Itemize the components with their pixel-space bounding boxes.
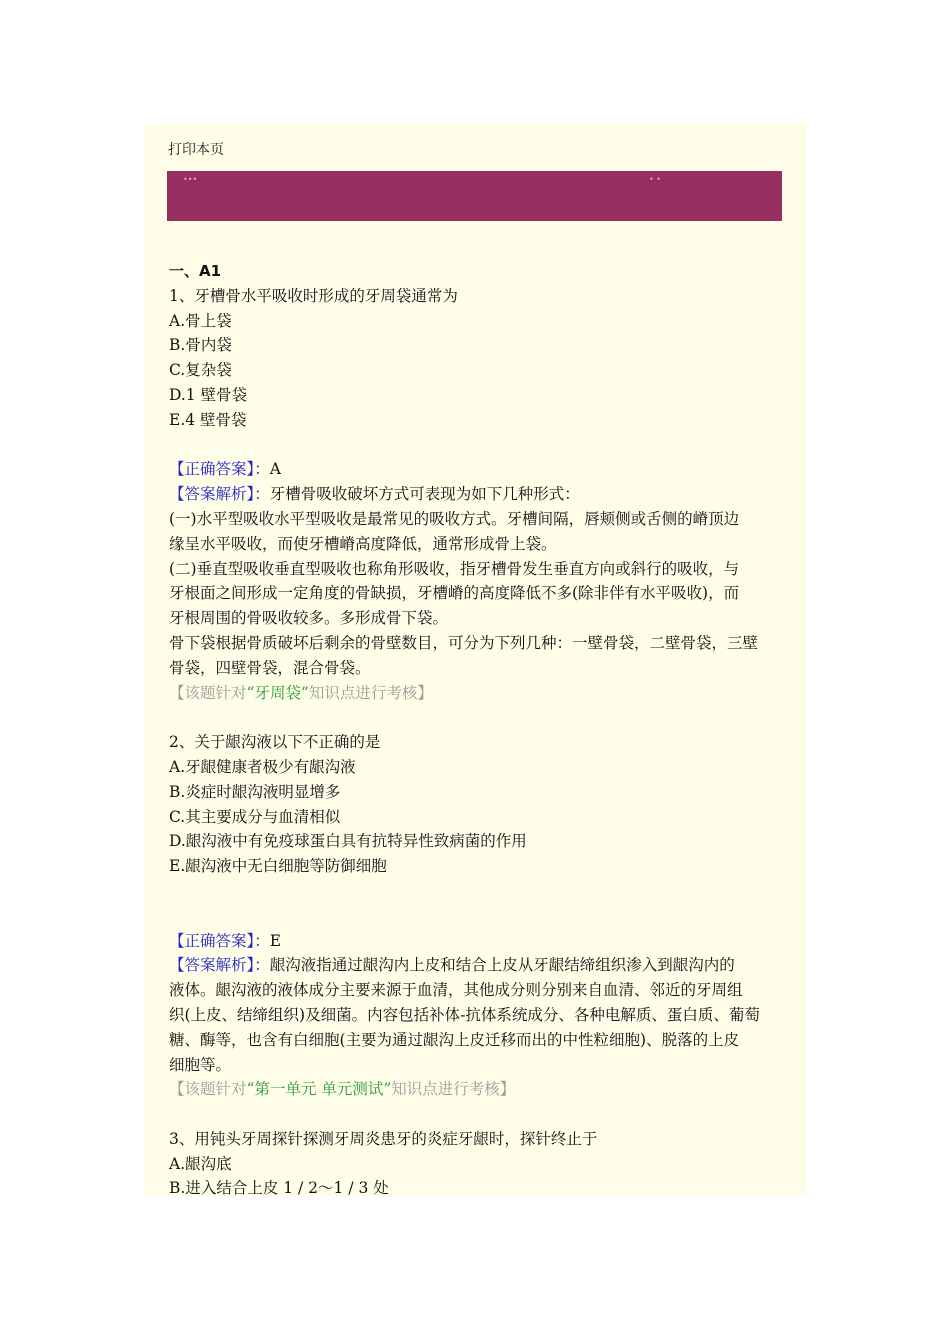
question-2 — [169, 730, 785, 1127]
option-d: D.1 壁骨袋 — [169, 385, 248, 404]
option-e: E.龈沟液中无白细胞等防御细胞 — [169, 857, 387, 876]
analysis-line — [169, 482, 785, 507]
analysis-text: 骨袋，四壁骨袋，混合骨袋。 — [169, 658, 371, 677]
banner-mark-left: ••• — [183, 175, 198, 184]
topic-tag — [169, 1077, 785, 1102]
answer-label: 【正确答案】： — [169, 931, 270, 950]
option-c: C.其主要成分与血清相似 — [169, 807, 341, 826]
analysis-text: 牙根周围的骨吸收较多。多形成骨下袋。 — [169, 609, 449, 628]
answer-label: 【正确答案】： — [169, 460, 270, 479]
analysis-text: 糖、酶等，也含有白细胞(主要为通过龈沟上皮迁移而出的中性粒细胞)、脱落的上皮 — [169, 1030, 740, 1049]
question-3 — [169, 1127, 785, 1201]
option-c: C.复杂袋 — [169, 361, 232, 380]
question-stem: 3、用钝头牙周探针探测牙周炎患牙的炎症牙龈时，探针终止于 — [169, 1129, 598, 1148]
header-banner — [167, 171, 782, 221]
banner-mark-right: • • — [649, 175, 661, 184]
option-a: A.牙龈健康者极少有龈沟液 — [169, 757, 356, 776]
topic-tag — [169, 681, 785, 706]
tag-suffix: 知识点进行考核】 — [308, 683, 433, 702]
option-b: B.进入结合上皮 1 / 2～1 / 3 处 — [169, 1179, 389, 1198]
question-stem: 2、关于龈沟液以下不正确的是 — [169, 733, 381, 752]
tag-topic: “牙周袋” — [246, 683, 309, 702]
analysis-text: 细胞等。 — [169, 1055, 232, 1074]
analysis-text: 龈沟液指通过龈沟内上皮和结合上皮从牙龈结缔组织渗入到龈沟内的 — [269, 956, 735, 975]
answer-value: E — [269, 931, 282, 950]
option-b: B.骨内袋 — [169, 336, 232, 355]
option-a: A.骨上袋 — [169, 311, 232, 330]
analysis-text: 牙槽骨吸收破坏方式可表现为如下几种形式： — [269, 485, 580, 504]
print-page-link[interactable]: 打印本页 — [168, 142, 224, 158]
answer-line — [169, 457, 785, 482]
analysis-text: 织(上皮、结缔组织)及细菌。内容包括补体-抗体系统成分、各种电解质、蛋白质、葡萄 — [169, 1005, 760, 1024]
analysis-text: 牙根面之间形成一定角度的骨缺损，牙槽嵴的高度降低不多(除非伴有水平吸收)，而 — [169, 584, 740, 603]
analysis-text: (二)垂直型吸收垂直型吸收也称角形吸收，指牙槽骨发生垂直方向或斜行的吸收，与 — [169, 559, 740, 578]
tag-topic: “第一单元 单元测试” — [246, 1080, 392, 1099]
tag-prefix: 【该题针对 — [169, 683, 247, 702]
tag-prefix: 【该题针对 — [169, 1080, 247, 1099]
document-page — [145, 123, 806, 1196]
option-d: D.龈沟液中有免疫球蛋白具有抗特异性致病菌的作用 — [169, 832, 527, 851]
analysis-text: 液体。龈沟液的液体成分主要来源于血清，其他成分则分别来自血清、邻近的牙周组 — [169, 981, 743, 1000]
answer-value: A — [269, 460, 281, 479]
analysis-text: (一)水平型吸收水平型吸收是最常见的吸收方式。牙槽间隔，唇颊侧或舌侧的嵴顶边 — [169, 509, 740, 528]
analysis-line — [169, 953, 785, 978]
answer-line — [169, 929, 785, 954]
analysis-text: 缘呈水平吸收，而使牙槽嵴高度降低，通常形成骨上袋。 — [169, 534, 557, 553]
tag-suffix: 知识点进行考核】 — [391, 1080, 516, 1099]
option-e: E.4 壁骨袋 — [169, 410, 247, 429]
analysis-label: 【答案解析】： — [169, 956, 270, 975]
analysis-text: 骨下袋根据骨质破坏后剩余的骨壁数目，可分为下列几种：一壁骨袋，二壁骨袋，三壁 — [169, 633, 759, 652]
option-a: A.龈沟底 — [169, 1154, 232, 1173]
question-stem: 1、牙槽骨水平吸收时形成的牙周袋通常为 — [169, 286, 458, 305]
question-content — [169, 259, 785, 1201]
section-title: 一、A1 — [169, 262, 222, 280]
question-1 — [169, 284, 785, 730]
option-b: B.炎症时龈沟液明显增多 — [169, 782, 341, 801]
analysis-label: 【答案解析】： — [169, 485, 270, 504]
